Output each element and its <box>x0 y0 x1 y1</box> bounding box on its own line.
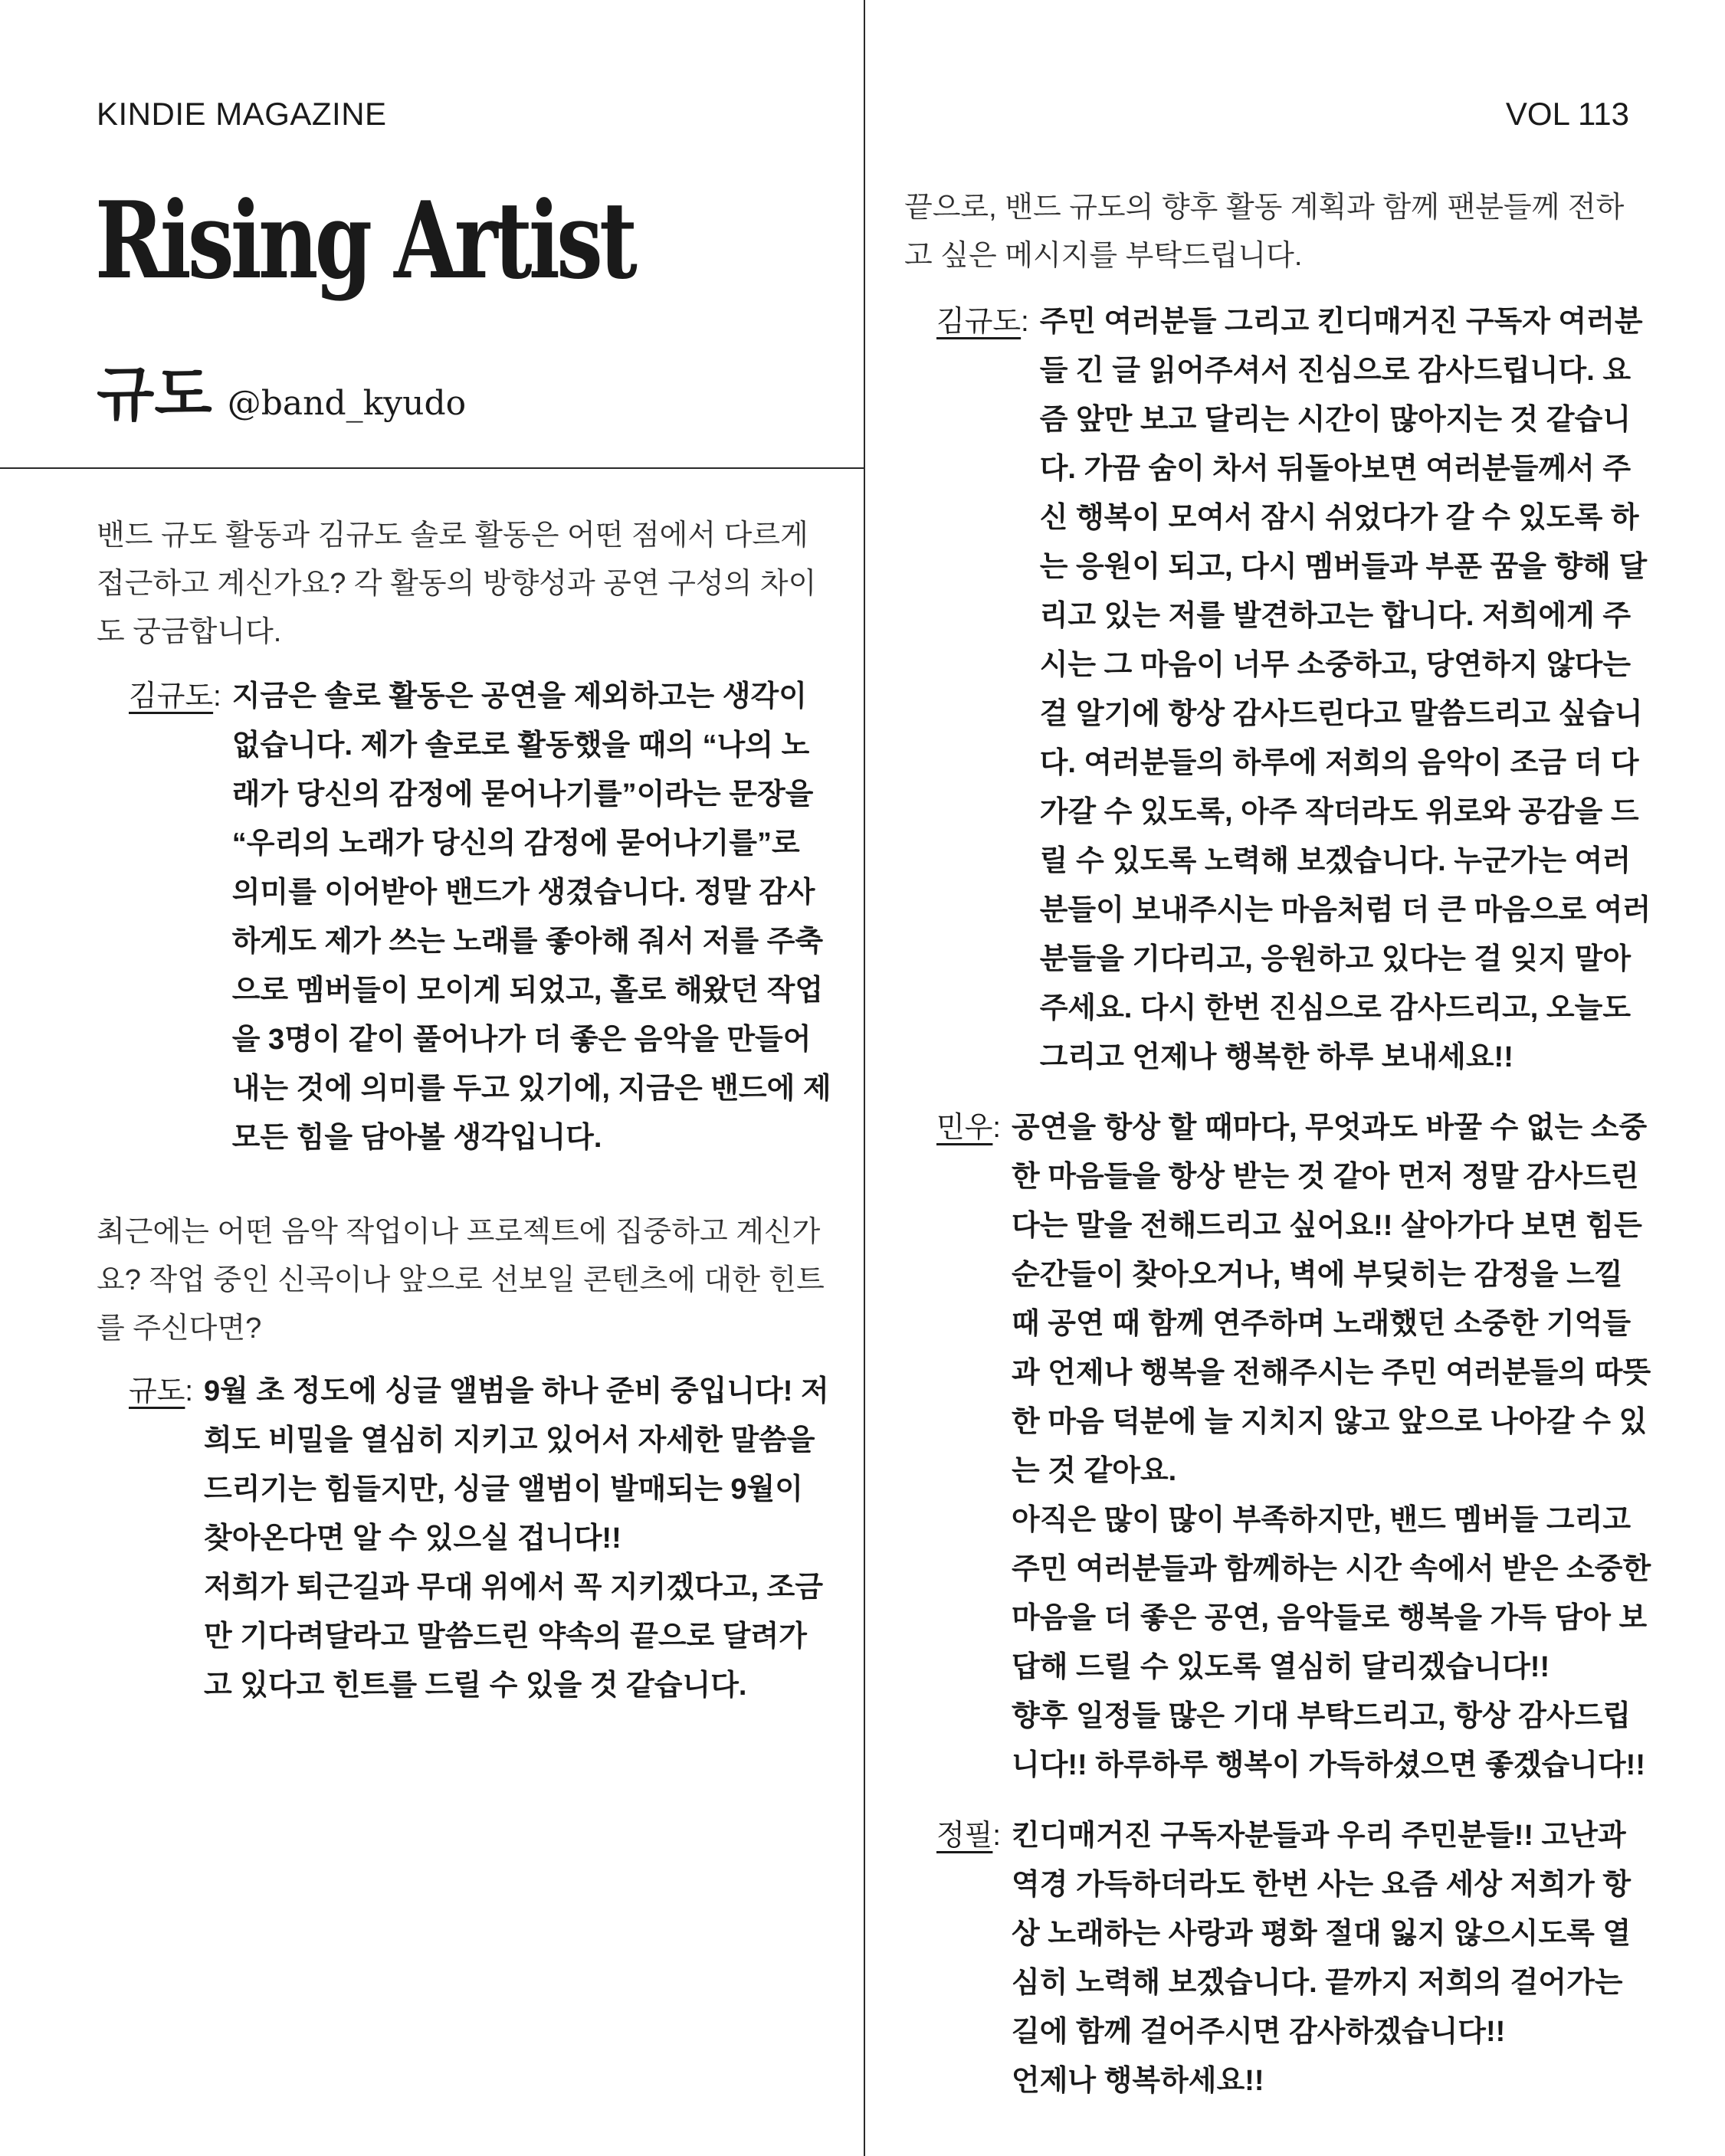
artist-handle: @band_kyudo <box>227 384 467 423</box>
magazine-name: KINDIE MAGAZINE <box>97 96 387 132</box>
answer-5 <box>936 1811 1651 2105</box>
answer-body <box>1012 1103 1651 1790</box>
question-3: 끝으로, 밴드 규도의 향후 활동 계획과 함께 팬분들께 전하고 싶은 메시지를 부탁드립니다. <box>904 192 1625 272</box>
header-divider-horizontal <box>0 467 864 469</box>
speaker-colon: : <box>992 1112 1001 1144</box>
right-column <box>904 184 1651 2105</box>
answer-paragraph: 9월 초 정도에 싱글 앨범을 하나 준비 중입니다! 저희도 비밀을 열심히 지키고 있어서 자세한 말씀을 드리기는 힘들지만, 싱글 앨범이 발매되는 9월이 찾아온다면 알 수 있으실 겁니다!! <box>203 1375 829 1555</box>
answer-body <box>204 1367 832 1710</box>
question-2: 최근에는 어떤 음악 작업이나 프로젝트에 집중하고 계신가요? 작업 중인 신곡이나 앞으로 선보일 콘텐츠에 대한 힌트를 주신다면? <box>97 1216 825 1345</box>
speaker-colon: : <box>185 1375 193 1407</box>
answer-3 <box>936 297 1651 1082</box>
answer-body <box>1040 297 1651 1082</box>
speaker-name: 정필 <box>936 1820 993 1852</box>
answer-body <box>232 672 832 1162</box>
speaker-colon: : <box>1021 306 1029 338</box>
speaker-name: 민우 <box>936 1112 993 1144</box>
answer-paragraph: 주민 여러분들 그리고 킨디매거진 구독자 여러분들 긴 글 읽어주셔서 진심으로 감사드립니다. 요즘 앞만 보고 달리는 시간이 많아지는 것 같습니다. 가끔 숨이 차서 뒤돌아보면 여러분들께서 주신 행복이 모여서 잠시 쉬었다가 갈 수 있도록 하는 응원이 되고, 다시 멤버들과 부푼 꿈을 향해 달리고 있는 저를 발견하고는 합니다. 저희에게 주시는 그 마음이 너무 소중하고, 당연하지 않다는 걸 알기에 항상 감사드린다고 말씀드리고 싶습니다. 여러분들의 하루에 저희의 음악이 조금 더 다가갈 수 있도록, 아주 작더라도 위로와 공감을 드릴 수 있도록 노력해 보겠습니다. 누군가는 여러분들이 보내주시는 마음처럼 더 큰 마음으로 여러분들을 기다리고, 응원하고 있다는 걸 잊지 말아 주세요. 다시 한번 진심으로 감사드리고, 오늘도 그리고 언제나 행복한 하루 보내세요!! <box>1039 306 1651 1073</box>
answer-paragraph: 아직은 많이 많이 부족하지만, 밴드 멤버들 그리고 주민 여러분들과 함께하는 시간 속에서 받은 소중한 마음을 더 좋은 공연, 음악들로 행복을 가득 담아 보답해 드릴 수 있도록 열심히 달리겠습니다!! <box>1011 1504 1651 1683</box>
speaker-colon: : <box>992 1820 1001 1852</box>
speaker-name: 김규도 <box>936 306 1022 338</box>
answer-4 <box>936 1103 1651 1790</box>
answer-paragraph: 지금은 솔로 활동은 공연을 제외하고는 생각이 없습니다. 제가 솔로로 활동했을 때의 “나의 노래가 당신의 감정에 묻어나기를”이라는 문장을 “우리의 노래가 당신의 감정에 묻어나기를”로 의미를 이어받아 밴드가 생겼습니다. 정말 감사하게도 제가 쓰는 노래를 좋아해 줘서 저를 주축으로 멤버들이 모이게 되었고, 홀로 해왔던 작업을 3명이 같이 풀어나가 더 좋은 음악을 만들어 내는 것에 의미를 두고 있기에, 지금은 밴드에 제 모든 힘을 담아볼 생각입니다. <box>231 680 831 1154</box>
answer-2 <box>129 1367 832 1710</box>
speaker-name: 규도 <box>129 1375 185 1407</box>
column-divider-vertical <box>864 0 865 2156</box>
answer-body <box>1012 1811 1651 2105</box>
artist-name: 규도 <box>97 360 212 428</box>
speaker-colon: : <box>213 680 221 713</box>
volume-number: VOL 113 <box>1505 96 1629 132</box>
question-1: 밴드 규도 활동과 김규도 솔로 활동은 어떤 점에서 다르게 접근하고 계신가요? 각 활동의 방향성과 공연 구성의 차이도 궁금합니다. <box>97 519 817 648</box>
artist-heading <box>97 346 466 432</box>
left-column <box>97 512 832 1710</box>
answer-paragraph: 저희가 퇴근길과 무대 위에서 꼭 지키겠다고, 조금만 기다려달라고 말씀드린 약속의 끝으로 달려가고 있다고 힌트를 드릴 수 있을 것 같습니다. <box>203 1571 824 1702</box>
answer-paragraph: 향후 일정들 많은 기대 부탁드리고, 항상 감사드립니다!! 하루하루 행복이 가득하셨으면 좋겠습니다!! <box>1011 1700 1645 1781</box>
answer-paragraph: 공연을 항상 할 때마다, 무엇과도 바꿀 수 없는 소중한 마음들을 항상 받는 것 같아 먼저 정말 감사드린다는 말을 전해드리고 싶어요!! 살아가다 보면 힘든 순간들이 찾아오거나, 벽에 부딪히는 감정을 느낄 때 공연 때 함께 연주하며 노래했던 소중한 기억들과 언제나 행복을 전해주시는 주민 여러분들의 따뜻한 마음 덕분에 늘 지치지 않고 앞으로 나아갈 수 있는 것 같아요. <box>1011 1112 1651 1487</box>
answer-paragraph: 킨디매거진 구독자분들과 우리 주민분들!! 고난과 역경 가득하더라도 한번 사는 요즘 세상 저희가 항상 노래하는 사랑과 평화 절대 잃지 않으시도록 열심히 노력해 보겠습니다. 끝까지 저희의 걸어가는 길에 함께 걸어주시면 감사하겠습니다!! <box>1011 1820 1632 2048</box>
answer-1 <box>129 672 832 1162</box>
speaker-name: 김규도 <box>129 680 214 713</box>
answer-paragraph: 언제나 행복하세요!! <box>1011 2065 1264 2097</box>
page-title: Rising Artist <box>95 178 635 303</box>
